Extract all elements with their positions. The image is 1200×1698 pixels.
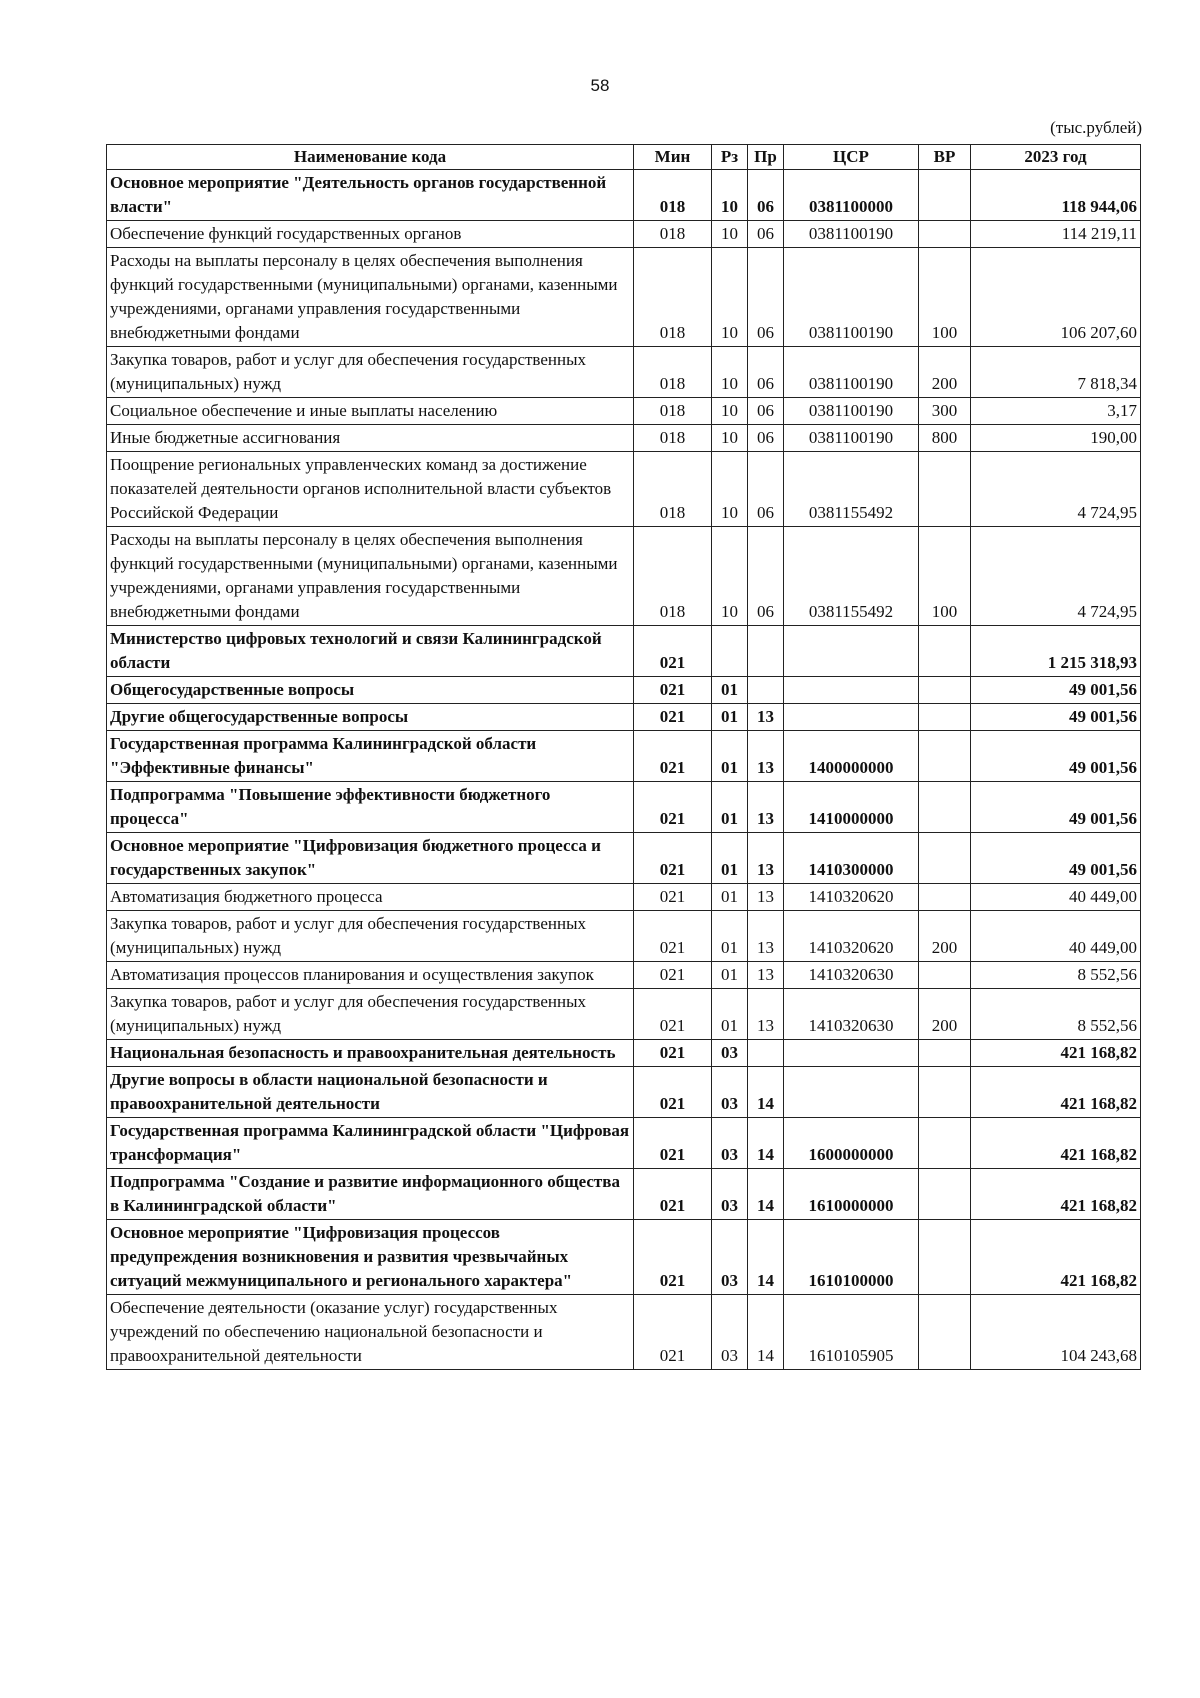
cell-vr: 800 xyxy=(919,425,971,452)
cell-pr: 06 xyxy=(748,347,784,398)
cell-amount: 40 449,00 xyxy=(971,884,1141,911)
table-row xyxy=(107,347,1141,398)
cell-rz: 10 xyxy=(712,347,748,398)
cell-csr: 1610000000 xyxy=(784,1169,919,1220)
cell-name: Иные бюджетные ассигнования xyxy=(107,425,634,452)
cell-pr: 13 xyxy=(748,833,784,884)
cell-rz: 01 xyxy=(712,782,748,833)
cell-pr: 13 xyxy=(748,884,784,911)
cell-vr xyxy=(919,1118,971,1169)
table-row xyxy=(107,731,1141,782)
table-row xyxy=(107,398,1141,425)
table-row xyxy=(107,782,1141,833)
cell-pr: 13 xyxy=(748,782,784,833)
cell-amount: 40 449,00 xyxy=(971,911,1141,962)
cell-csr: 1410320620 xyxy=(784,911,919,962)
cell-pr: 06 xyxy=(748,452,784,527)
cell-name: Закупка товаров, работ и услуг для обеспечения государственных (муниципальных) нужд xyxy=(107,911,634,962)
cell-rz: 03 xyxy=(712,1295,748,1370)
cell-amount: 49 001,56 xyxy=(971,782,1141,833)
cell-vr xyxy=(919,170,971,221)
cell-min: 021 xyxy=(634,1169,712,1220)
cell-name: Основное мероприятие "Цифровизация процессов предупреждения возникновения и развития чрезвычайных ситуаций межмуниципального и регионального характера" xyxy=(107,1220,634,1295)
cell-vr xyxy=(919,1169,971,1220)
cell-rz: 10 xyxy=(712,452,748,527)
cell-rz: 03 xyxy=(712,1220,748,1295)
table-row xyxy=(107,452,1141,527)
cell-amount: 7 818,34 xyxy=(971,347,1141,398)
cell-min: 018 xyxy=(634,221,712,248)
cell-name: Министерство цифровых технологий и связи Калининградской области xyxy=(107,626,634,677)
table-row xyxy=(107,833,1141,884)
table-row xyxy=(107,884,1141,911)
table-row xyxy=(107,248,1141,347)
cell-min: 021 xyxy=(634,1220,712,1295)
table-row xyxy=(107,527,1141,626)
cell-pr: 06 xyxy=(748,248,784,347)
cell-rz: 01 xyxy=(712,962,748,989)
table-row xyxy=(107,1295,1141,1370)
cell-vr xyxy=(919,962,971,989)
header-amount: 2023 год xyxy=(971,145,1141,170)
cell-pr xyxy=(748,626,784,677)
cell-rz: 01 xyxy=(712,884,748,911)
table-row xyxy=(107,704,1141,731)
cell-vr: 100 xyxy=(919,248,971,347)
cell-vr xyxy=(919,452,971,527)
header-row xyxy=(107,145,1141,170)
cell-amount: 421 168,82 xyxy=(971,1040,1141,1067)
cell-name: Подпрограмма "Повышение эффективности бюджетного процесса" xyxy=(107,782,634,833)
header-min: Мин xyxy=(634,145,712,170)
table-row xyxy=(107,425,1141,452)
cell-pr: 14 xyxy=(748,1118,784,1169)
cell-name: Расходы на выплаты персоналу в целях обеспечения выполнения функций государственными (муниципальными) органами, казенными учреждениями, органами управления государственными внебюджетными фондами xyxy=(107,248,634,347)
cell-csr: 1410320630 xyxy=(784,989,919,1040)
cell-rz: 10 xyxy=(712,527,748,626)
cell-vr xyxy=(919,833,971,884)
table-row xyxy=(107,962,1141,989)
cell-rz: 10 xyxy=(712,248,748,347)
cell-amount: 118 944,06 xyxy=(971,170,1141,221)
cell-name: Закупка товаров, работ и услуг для обеспечения государственных (муниципальных) нужд xyxy=(107,989,634,1040)
cell-csr xyxy=(784,677,919,704)
cell-rz: 10 xyxy=(712,425,748,452)
cell-rz: 10 xyxy=(712,221,748,248)
cell-csr xyxy=(784,626,919,677)
cell-min: 021 xyxy=(634,962,712,989)
cell-pr: 14 xyxy=(748,1220,784,1295)
table-row xyxy=(107,911,1141,962)
cell-rz: 01 xyxy=(712,704,748,731)
cell-min: 018 xyxy=(634,347,712,398)
cell-pr xyxy=(748,1040,784,1067)
cell-rz: 10 xyxy=(712,398,748,425)
cell-pr: 13 xyxy=(748,704,784,731)
cell-csr xyxy=(784,1067,919,1118)
cell-min: 021 xyxy=(634,884,712,911)
cell-pr: 06 xyxy=(748,221,784,248)
cell-name: Другие общегосударственные вопросы xyxy=(107,704,634,731)
table-row xyxy=(107,221,1141,248)
cell-csr: 1410000000 xyxy=(784,782,919,833)
cell-name: Автоматизация процессов планирования и осуществления закупок xyxy=(107,962,634,989)
cell-name: Государственная программа Калининградской области "Цифровая трансформация" xyxy=(107,1118,634,1169)
cell-vr: 100 xyxy=(919,527,971,626)
cell-pr: 06 xyxy=(748,425,784,452)
cell-pr: 14 xyxy=(748,1169,784,1220)
cell-name: Подпрограмма "Создание и развитие информационного общества в Калининградской области" xyxy=(107,1169,634,1220)
cell-min: 021 xyxy=(634,677,712,704)
cell-amount: 4 724,95 xyxy=(971,527,1141,626)
cell-min: 021 xyxy=(634,731,712,782)
header-name: Наименование кода xyxy=(107,145,634,170)
cell-rz: 03 xyxy=(712,1067,748,1118)
cell-min: 018 xyxy=(634,170,712,221)
table-row xyxy=(107,989,1141,1040)
cell-vr: 200 xyxy=(919,989,971,1040)
cell-rz: 03 xyxy=(712,1040,748,1067)
cell-vr: 200 xyxy=(919,911,971,962)
cell-csr: 1600000000 xyxy=(784,1118,919,1169)
cell-csr: 0381100190 xyxy=(784,221,919,248)
cell-csr: 1410300000 xyxy=(784,833,919,884)
cell-amount: 421 168,82 xyxy=(971,1220,1141,1295)
table-row xyxy=(107,1067,1141,1118)
cell-vr xyxy=(919,626,971,677)
cell-name: Общегосударственные вопросы xyxy=(107,677,634,704)
cell-min: 021 xyxy=(634,1295,712,1370)
cell-amount: 190,00 xyxy=(971,425,1141,452)
cell-vr: 200 xyxy=(919,347,971,398)
cell-min: 018 xyxy=(634,398,712,425)
cell-rz: 03 xyxy=(712,1169,748,1220)
header-pr: Пр xyxy=(748,145,784,170)
cell-vr xyxy=(919,1040,971,1067)
cell-csr: 1610105905 xyxy=(784,1295,919,1370)
cell-min: 021 xyxy=(634,1118,712,1169)
cell-rz: 01 xyxy=(712,833,748,884)
cell-name: Автоматизация бюджетного процесса xyxy=(107,884,634,911)
cell-min: 018 xyxy=(634,527,712,626)
cell-amount: 421 168,82 xyxy=(971,1118,1141,1169)
cell-amount: 49 001,56 xyxy=(971,704,1141,731)
table-row xyxy=(107,1040,1141,1067)
header-rz: Рз xyxy=(712,145,748,170)
cell-rz: 01 xyxy=(712,911,748,962)
units-label: (тыс.рублей) xyxy=(1050,118,1142,137)
cell-csr: 0381100190 xyxy=(784,248,919,347)
cell-rz: 01 xyxy=(712,677,748,704)
cell-csr: 1610100000 xyxy=(784,1220,919,1295)
cell-vr xyxy=(919,1067,971,1118)
cell-vr xyxy=(919,731,971,782)
cell-pr: 13 xyxy=(748,911,784,962)
cell-amount: 8 552,56 xyxy=(971,989,1141,1040)
cell-csr: 0381100190 xyxy=(784,425,919,452)
cell-name: Основное мероприятие "Деятельность органов государственной власти" xyxy=(107,170,634,221)
table-row xyxy=(107,626,1141,677)
cell-name: Расходы на выплаты персоналу в целях обеспечения выполнения функций государственными (муниципальными) органами, казенными учреждениями, органами управления государственными внебюджетными фондами xyxy=(107,527,634,626)
cell-vr xyxy=(919,677,971,704)
cell-amount: 104 243,68 xyxy=(971,1295,1141,1370)
table-row xyxy=(107,1220,1141,1295)
table-row xyxy=(107,170,1141,221)
header-csr: ЦСР xyxy=(784,145,919,170)
cell-amount: 3,17 xyxy=(971,398,1141,425)
cell-pr: 06 xyxy=(748,527,784,626)
cell-vr xyxy=(919,1220,971,1295)
budget-table xyxy=(106,144,1141,1370)
cell-pr: 06 xyxy=(748,398,784,425)
cell-vr xyxy=(919,704,971,731)
cell-min: 021 xyxy=(634,833,712,884)
cell-pr: 13 xyxy=(748,731,784,782)
cell-amount: 4 724,95 xyxy=(971,452,1141,527)
cell-min: 021 xyxy=(634,782,712,833)
cell-name: Основное мероприятие "Цифровизация бюджетного процесса и государственных закупок" xyxy=(107,833,634,884)
cell-min: 018 xyxy=(634,425,712,452)
cell-csr: 1400000000 xyxy=(784,731,919,782)
cell-min: 018 xyxy=(634,452,712,527)
cell-min: 021 xyxy=(634,704,712,731)
cell-amount: 114 219,11 xyxy=(971,221,1141,248)
cell-min: 021 xyxy=(634,1067,712,1118)
cell-vr xyxy=(919,884,971,911)
cell-min: 021 xyxy=(634,989,712,1040)
cell-amount: 49 001,56 xyxy=(971,833,1141,884)
cell-vr: 300 xyxy=(919,398,971,425)
cell-min: 021 xyxy=(634,1040,712,1067)
header-vr: ВР xyxy=(919,145,971,170)
cell-pr: 14 xyxy=(748,1067,784,1118)
cell-csr: 0381100000 xyxy=(784,170,919,221)
cell-amount: 106 207,60 xyxy=(971,248,1141,347)
cell-name: Другие вопросы в области национальной безопасности и правоохранительной деятельности xyxy=(107,1067,634,1118)
cell-amount: 421 168,82 xyxy=(971,1067,1141,1118)
cell-vr xyxy=(919,221,971,248)
page-number: 58 xyxy=(590,76,610,95)
cell-name: Обеспечение деятельности (оказание услуг) государственных учреждений по обеспечению национальной безопасности и правоохранительной деятельности xyxy=(107,1295,634,1370)
table-row xyxy=(107,677,1141,704)
cell-amount: 49 001,56 xyxy=(971,677,1141,704)
cell-pr: 06 xyxy=(748,170,784,221)
cell-name: Поощрение региональных управленческих команд за достижение показателей деятельности органов исполнительной власти субъектов Российской Федерации xyxy=(107,452,634,527)
cell-rz: 01 xyxy=(712,989,748,1040)
cell-name: Государственная программа Калининградской области "Эффективные финансы" xyxy=(107,731,634,782)
cell-csr xyxy=(784,704,919,731)
cell-pr: 13 xyxy=(748,989,784,1040)
cell-min: 018 xyxy=(634,248,712,347)
cell-csr: 1410320620 xyxy=(784,884,919,911)
cell-csr: 0381155492 xyxy=(784,527,919,626)
cell-pr xyxy=(748,677,784,704)
cell-name: Национальная безопасность и правоохранительная деятельность xyxy=(107,1040,634,1067)
cell-amount: 421 168,82 xyxy=(971,1169,1141,1220)
table-row xyxy=(107,1118,1141,1169)
cell-csr: 0381100190 xyxy=(784,398,919,425)
cell-amount: 1 215 318,93 xyxy=(971,626,1141,677)
cell-name: Обеспечение функций государственных органов xyxy=(107,221,634,248)
table-row xyxy=(107,1169,1141,1220)
cell-csr: 0381155492 xyxy=(784,452,919,527)
cell-rz: 03 xyxy=(712,1118,748,1169)
cell-amount: 8 552,56 xyxy=(971,962,1141,989)
cell-rz: 01 xyxy=(712,731,748,782)
cell-csr: 0381100190 xyxy=(784,347,919,398)
cell-pr: 13 xyxy=(748,962,784,989)
cell-vr xyxy=(919,1295,971,1370)
cell-rz: 10 xyxy=(712,170,748,221)
cell-pr: 14 xyxy=(748,1295,784,1370)
cell-min: 021 xyxy=(634,911,712,962)
cell-name: Социальное обеспечение и иные выплаты населению xyxy=(107,398,634,425)
cell-csr: 1410320630 xyxy=(784,962,919,989)
cell-amount: 49 001,56 xyxy=(971,731,1141,782)
cell-vr xyxy=(919,782,971,833)
cell-csr xyxy=(784,1040,919,1067)
cell-min: 021 xyxy=(634,626,712,677)
cell-name: Закупка товаров, работ и услуг для обеспечения государственных (муниципальных) нужд xyxy=(107,347,634,398)
cell-rz xyxy=(712,626,748,677)
